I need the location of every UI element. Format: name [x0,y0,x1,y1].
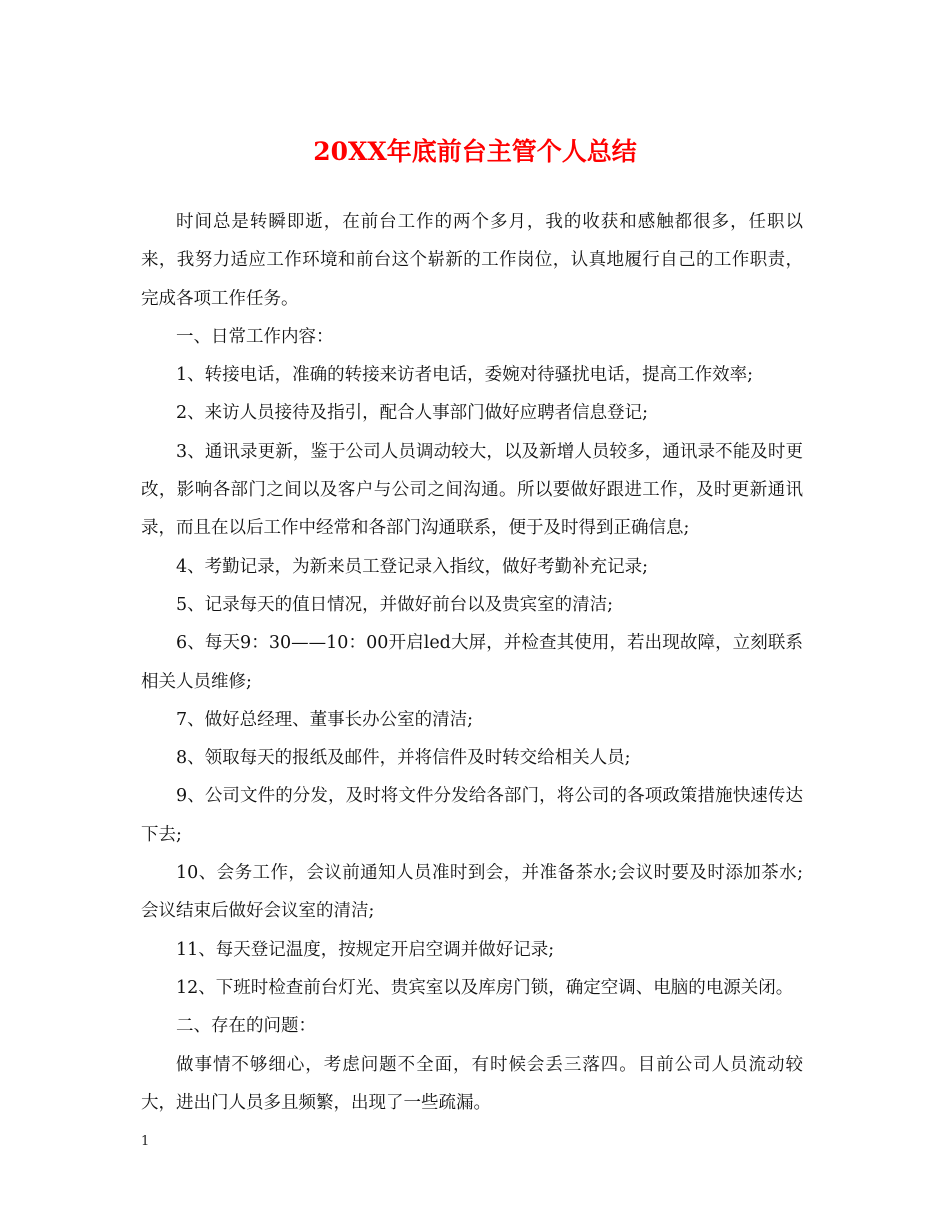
list-item: 10、会务工作，会议前通知人员准时到会，并准备茶水;会议时要及时添加茶水;会议结束后做好会议室的清洁; [141,863,803,922]
list-item: 2、来访人员接待及指引，配合人事部门做好应聘者信息登记; [176,403,649,424]
list-item: 5、记录每天的值日情况，并做好前台以及贵宾室的清洁; [176,594,614,615]
list-item: 4、考勤记录，为新来员工登记录入指纹，做好考勤补充记录; [176,556,649,577]
list-item: 3、通讯录更新，鉴于公司人员调动较大，以及新增人员较多，通讯录不能及时更改，影响各部门之间以及客户与公司之间沟通。所以要做好跟进工作，及时更新通讯录，而且在以后工作中经常和各部门沟通联系，便于及时得到正确信息; [141,441,803,539]
section-heading-problems: 二、存在的问题： [176,1016,316,1037]
list-item: 12、下班时检查前台灯光、贵宾室以及库房门锁，确定空调、电脑的电源关闭。 [176,977,794,998]
list-item: 11、每天登记温度，按规定开启空调并做好记录; [176,939,555,960]
page-number: 1 [141,1134,150,1149]
document-body [141,203,803,1122]
paragraph-problems: 做事情不够细心，考虑问题不全面，有时候会丢三落四。目前公司人员流动较大，进出门人员多且频繁，出现了一些疏漏。 [141,1054,803,1113]
list-item: 6、每天9：30——10：00开启led大屏，并检查其使用，若出现故障，立刻联系相关人员维修; [141,633,803,692]
list-item: 1、转接电话，准确的转接来访者电话，委婉对待骚扰电话，提高工作效率; [176,365,754,386]
list-item: 8、领取每天的报纸及邮件，并将信件及时转交给相关人员; [176,748,631,769]
list-item: 7、做好总经理、董事长办公室的清洁; [176,709,474,730]
paragraph-intro: 时间总是转瞬即逝，在前台工作的两个多月，我的收获和感触都很多，任职以来，我努力适应工作环境和前台这个崭新的工作岗位，认真地履行自己的工作职责，完成各项工作任务。 [141,212,803,309]
list-item: 9、公司文件的分发，及时将文件分发给各部门，将公司的各项政策措施快速传达下去; [141,786,803,845]
section-heading-daily-work: 一、日常工作内容： [176,326,334,347]
document-title: 20XX年底前台主管个人总结 [313,137,637,166]
